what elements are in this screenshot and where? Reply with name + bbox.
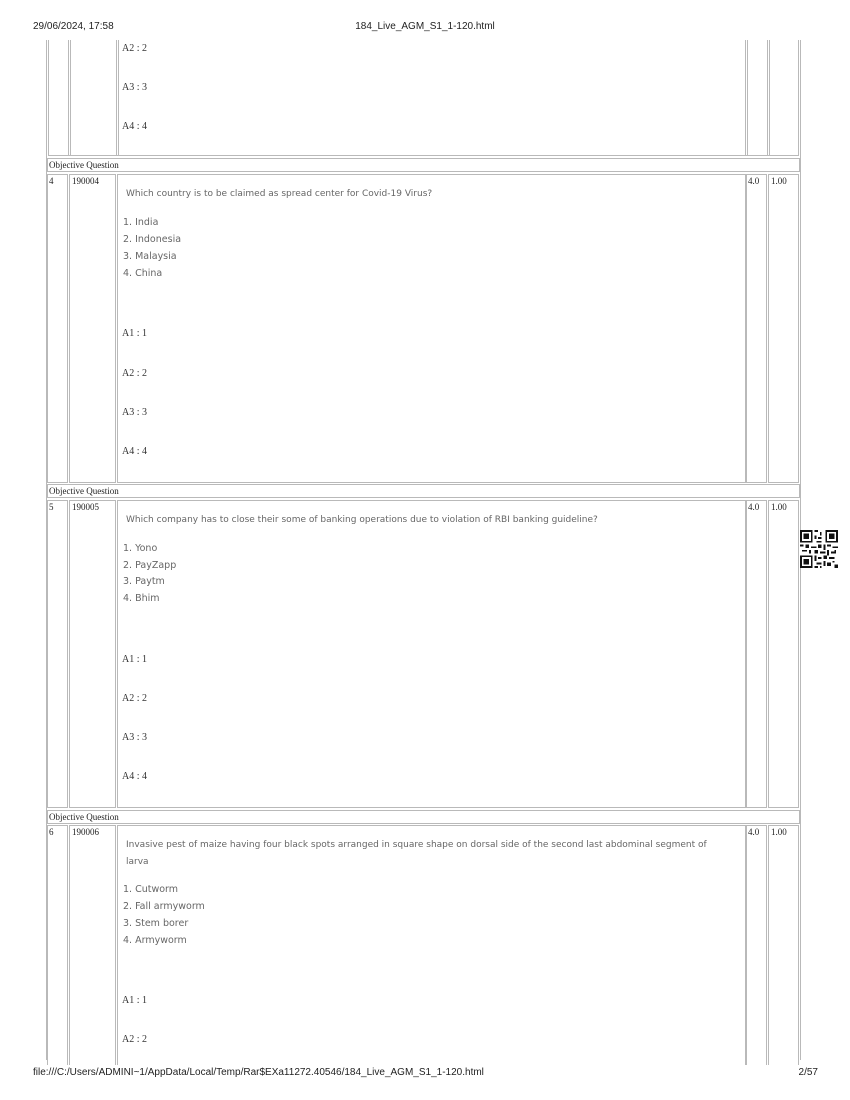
question-cell bbox=[117, 500, 746, 808]
option-item: 2. Fall armyworm bbox=[123, 901, 205, 912]
option-item: 1. India bbox=[123, 217, 159, 228]
question-number: 5 bbox=[49, 502, 54, 512]
question-number: 4 bbox=[49, 176, 54, 186]
section-label: Objective Question bbox=[49, 160, 119, 170]
answer-line: A1 : 1 bbox=[122, 995, 147, 1006]
answer-line: A3 : 3 bbox=[122, 407, 147, 418]
section-label-row bbox=[47, 484, 800, 498]
option-item: 1. Cutworm bbox=[123, 884, 179, 895]
option-item: 2. Indonesia bbox=[123, 234, 182, 245]
negative-marks-cell bbox=[768, 825, 799, 1065]
option-item: 4. Armyworm bbox=[123, 935, 187, 946]
qr-code-icon bbox=[800, 530, 838, 568]
option-item: 3. Stem borer bbox=[123, 918, 189, 929]
answer-line: A2 : 2 bbox=[122, 693, 147, 704]
negative-marks-cell bbox=[768, 500, 799, 808]
option-item: 4. Bhim bbox=[123, 593, 160, 604]
sno-cell bbox=[47, 500, 68, 808]
negative-marks: 1.00 bbox=[771, 176, 787, 186]
marks-cell bbox=[746, 174, 767, 483]
qid-cell bbox=[69, 825, 116, 1065]
question-id: 190005 bbox=[72, 502, 99, 512]
page-number: 2/57 bbox=[798, 1067, 818, 1078]
option-item: 2. PayZapp bbox=[123, 560, 177, 571]
section-label: Objective Question bbox=[49, 486, 119, 496]
answer-line: A4 : 4 bbox=[122, 771, 147, 782]
answer-line: A2 : 2 bbox=[122, 1034, 147, 1045]
question-cell bbox=[117, 174, 746, 483]
marks: 4.0 bbox=[748, 502, 760, 512]
marks: 4.0 bbox=[748, 176, 760, 186]
marks-cell bbox=[746, 500, 767, 808]
print-title: 184_Live_AGM_S1_1-120.html bbox=[355, 21, 495, 32]
sno-cell bbox=[47, 825, 68, 1065]
question-id: 190006 bbox=[72, 827, 99, 837]
negative-marks: 1.00 bbox=[771, 827, 787, 837]
answer-line: A1 : 1 bbox=[122, 654, 147, 665]
question-number: 6 bbox=[49, 827, 54, 837]
question-text: Which company has to close their some of banking operations due to violation of RBI banking guideline? bbox=[126, 515, 598, 525]
section-label-row bbox=[47, 810, 800, 824]
option-item: 3. Malaysia bbox=[123, 251, 177, 262]
option-item: 3. Paytm bbox=[123, 576, 165, 587]
answer-line: A1 : 1 bbox=[122, 328, 147, 339]
question-id: 190004 bbox=[72, 176, 99, 186]
question-text: Invasive pest of maize having four black spots arranged in square shape on dorsal side of the second last abdominal segment of larva bbox=[126, 840, 707, 867]
qid-cell bbox=[69, 174, 116, 483]
negative-marks: 1.00 bbox=[771, 502, 787, 512]
print-datetime: 29/06/2024, 17:58 bbox=[33, 21, 114, 32]
section-label: Objective Question bbox=[49, 812, 119, 822]
answer-line: A2 : 2 bbox=[122, 43, 147, 54]
answer-line: A3 : 3 bbox=[122, 732, 147, 743]
question-text: Which country is to be claimed as spread center for Covid-19 Virus? bbox=[126, 189, 433, 199]
answer-line: A3 : 3 bbox=[122, 82, 147, 93]
option-item: 1. Yono bbox=[123, 543, 158, 554]
marks-cell bbox=[746, 825, 767, 1065]
answer-line: A4 : 4 bbox=[122, 121, 147, 132]
negative-marks-cell bbox=[768, 174, 799, 483]
answer-line: A4 : 4 bbox=[122, 446, 147, 457]
option-item: 4. China bbox=[123, 268, 163, 279]
qid-cell bbox=[69, 500, 116, 808]
answer-line: A2 : 2 bbox=[122, 368, 147, 379]
sno-cell bbox=[47, 174, 68, 483]
marks: 4.0 bbox=[748, 827, 760, 837]
file-path: file:///C:/Users/ADMINI~1/AppData/Local/Temp/Rar$EXa11272.40546/184_Live_AGM_S1_1-120.html bbox=[33, 1067, 484, 1078]
section-label-row bbox=[47, 158, 800, 172]
